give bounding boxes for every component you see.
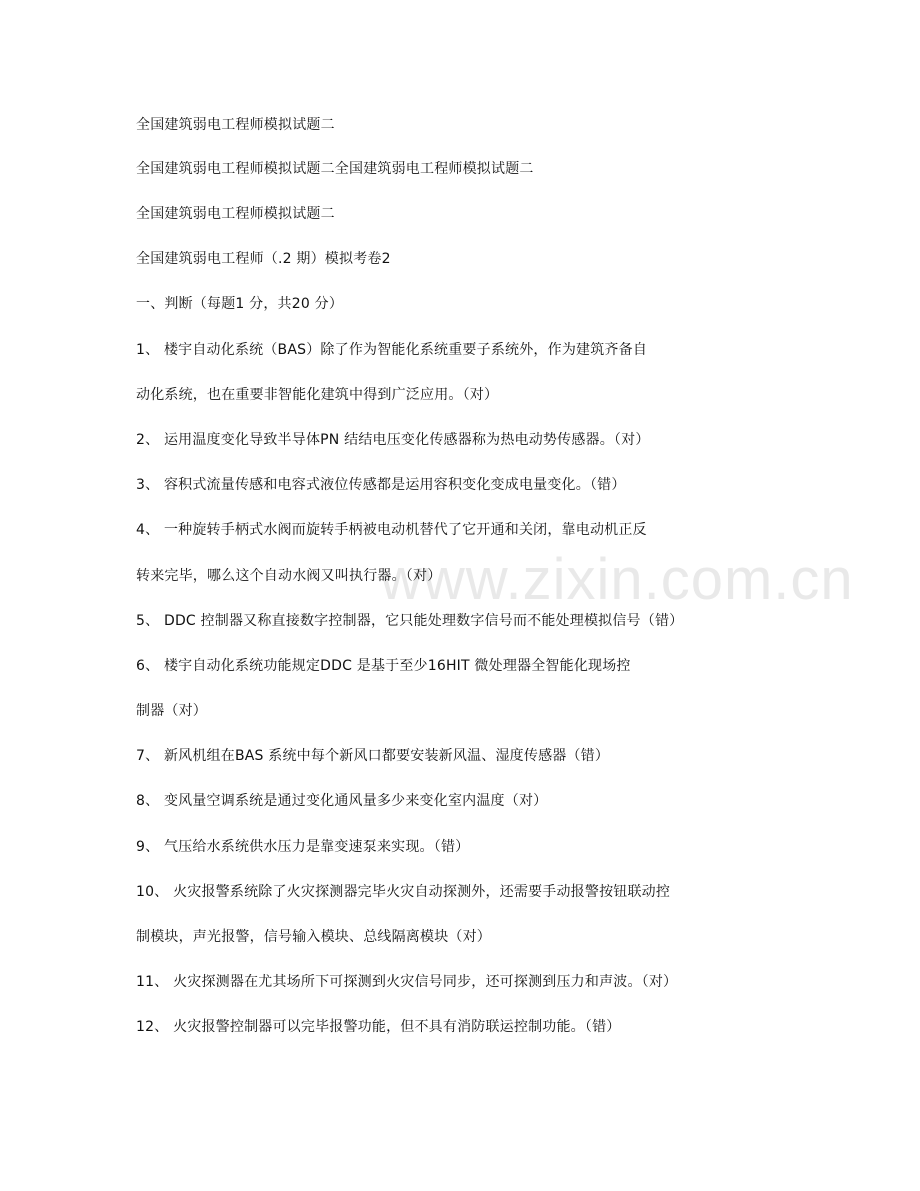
exam-title: 全国建筑弱电工程师（.2 期）模拟考卷2	[136, 251, 391, 267]
question-11: 11、 火灾探测器在尤其场所下可探测到火灾信号同步，还可探测到压力和声波。（对）	[136, 974, 678, 990]
title-line-1: 全国建筑弱电工程师模拟试题二	[136, 117, 335, 133]
watermark: www.zixin.com.cn	[380, 547, 854, 612]
question-6-continued: 制器（对）	[136, 703, 207, 719]
question-8: 8、 变风量空调系统是通过变化通风量多少来变化室内温度（对）	[136, 793, 548, 809]
question-10: 10、 火灾报警系统除了火灾探测器完毕火灾自动探测外，还需要手动报警按钮联动控	[136, 884, 671, 900]
question-12: 12、 火灾报警控制器可以完毕报警功能，但不具有消防联运控制功能。（错）	[136, 1019, 621, 1035]
question-7: 7、 新风机组在BAS 系统中每个新风口都要安装新风温、湿度传感器（错）	[136, 748, 610, 764]
title-line-3: 全国建筑弱电工程师模拟试题二	[136, 206, 335, 222]
question-5: 5、 DDC 控制器又称直接数字控制器，它只能处理数字信号而不能处理模拟信号（错）	[136, 613, 684, 629]
question-4-continued: 转来完毕，哪么这个自动水阀又叫执行器。（对）	[136, 568, 442, 584]
question-6: 6、 楼宇自动化系统功能规定DDC 是基于至少16HIT 微处理器全智能化现场控	[136, 658, 631, 674]
section-heading: 一、判断（每题1 分，共20 分）	[136, 296, 344, 312]
question-3: 3、 容积式流量传感和电容式液位传感都是运用容积变化变成电量变化。（错）	[136, 477, 626, 493]
question-1: 1、 楼宇自动化系统（BAS）除了作为智能化系统重要子系统外，作为建筑齐备自	[136, 342, 648, 358]
question-2: 2、 运用温度变化导致半导体PN 结结电压变化传感器称为热电动势传感器。（对）	[136, 432, 650, 448]
question-1-continued: 动化系统，也在重要非智能化建筑中得到广泛应用。（对）	[136, 387, 499, 403]
title-line-2: 全国建筑弱电工程师模拟试题二全国建筑弱电工程师模拟试题二	[136, 161, 534, 177]
question-10-continued: 制模块，声光报警，信号输入模块、总线隔离模块（对）	[136, 929, 491, 945]
question-4: 4、 一种旋转手柄式水阀而旋转手柄被电动机替代了它开通和关闭，靠电动机正反	[136, 522, 647, 538]
question-9: 9、 气压给水系统供水压力是靠变速泵来实现。（错）	[136, 839, 470, 855]
